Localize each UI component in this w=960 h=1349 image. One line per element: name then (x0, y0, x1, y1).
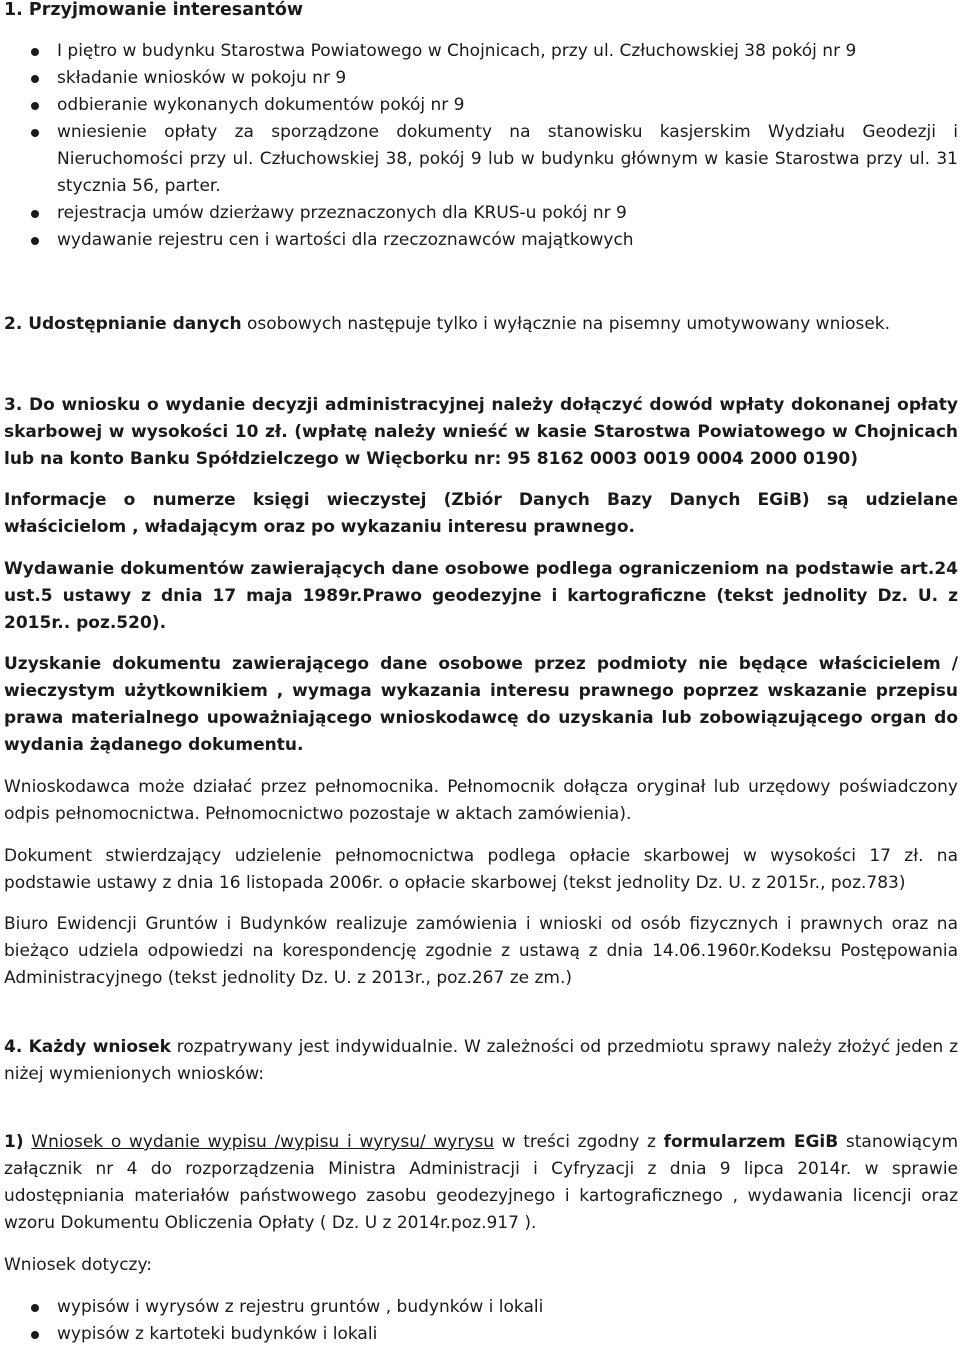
wydawanie-paragraph: Wydawanie dokumentów zawierających dane osobowe podlega ograniczeniom na podstawie art.24 ust.5 ustawy z dnia 17 maja 1989r.Prawo geodezyjne i kartograficzne (tekst jednolity Dz. U. z 2015r.. poz.520). (4, 559, 958, 633)
list-item: wydawanie rejestru cen i wartości dla rzeczoznawców majątkowych (0, 227, 958, 254)
info-paragraph: Informacje o numerze księgi wieczystej (Zbiór Danych Bazy Danych EGiB) są udzielane właścicielom , władającym oraz po wykazaniu interesu prawnego. (4, 490, 958, 537)
section-2-paragraph: 2. Udostępnianie danych osobowych następuje tylko i wyłącznie na pisemny umotywowany wniosek. (4, 314, 891, 334)
list-item: wniesienie opłaty za sporządzone dokumenty na stanowisku kasjerskim Wydziału Geodezji i Nieruchomości przy ul. Człuchowskiej 38, pokój 9 lub w budynku głównym w kasie Starostwa przy ul. 31 stycznia 56, parter. (0, 119, 958, 200)
section-3-paragraph: 3. Do wniosku o wydanie decyzji administracyjnej należy dołączyć dowód wpłaty dokonanej opłaty skarbowej w wysokości 10 zł. (wpłatę należy wnieść w kasie Starostwa Powiatowego w Chojnicach lub na konto Banku Spółdzielczego w Więcborku nr: 95 8162 0003 0019 0004 2000 0190) (4, 395, 958, 469)
list-item: I piętro w budynku Starostwa Powiatowego w Chojnicach, przy ul. Człuchowskiej 38 pokój nr 9 (0, 38, 958, 65)
wniosek-dotyczy-label: Wniosek dotyczy: (4, 1255, 153, 1275)
bullet-icon (31, 129, 39, 137)
list-item: odbieranie wykonanych dokumentów pokój nr 9 (0, 92, 958, 119)
list-item: rejestracja umów dzierżawy przeznaczonych dla KRUS-u pokój nr 9 (0, 200, 958, 227)
section-1-heading: 1. Przyjmowanie interesantów (4, 0, 304, 20)
list-item: wypisów z kartoteki budynków i lokali (0, 1321, 958, 1348)
biuro-paragraph: Biuro Ewidencji Gruntów i Budynków realizuje zamówienia i wnioski od osób fizycznych i prawnych oraz na bieżąco udziela odpowiedzi na korespondencję zgodnie z ustawą z dnia 14.06.1960r.Kodeksu Postępowania Administracyjnego (tekst jednolity Dz. U. z 2013r., poz.267 ze zm.) (4, 914, 958, 988)
wniosek-dotyczy-list (0, 1294, 958, 1348)
bullet-icon (31, 102, 39, 110)
wniosek-link[interactable]: Wniosek o wydanie wypisu /wypisu i wyrysu/ wyrysu (31, 1132, 495, 1152)
bullet-icon (31, 237, 39, 245)
bullet-icon (31, 1304, 39, 1312)
bullet-icon (31, 210, 39, 218)
section-4-paragraph: 4. Każdy wniosek rozpatrywany jest indywidualnie. W zależności od przedmiotu sprawy należy złożyć jeden z niżej wymienionych wniosków: (4, 1037, 958, 1084)
dokument-paragraph: Dokument stwierdzający udzielenie pełnomocnictwa podlega opłacie skarbowej w wysokości 17 zł. na podstawie ustawy z dnia 16 listopada 2006r. o opłacie skarbowej (tekst jednolity Dz. U. z 2015r., poz.783) (4, 846, 958, 893)
section-1-list (0, 38, 958, 254)
list-item: składanie wniosków w pokoju nr 9 (0, 65, 958, 92)
pelnomocnik-paragraph: Wnioskodawca może działać przez pełnomocnika. Pełnomocnik dołącza oryginał lub urzędowy poświadczony odpis pełnomocnictwa. Pełnomocnictwo pozostaje w aktach zamówienia). (4, 777, 958, 824)
bullet-icon (31, 75, 39, 83)
item-1-paragraph: 1) Wniosek o wydanie wypisu /wypisu i wyrysu/ wyrysu w treści zgodny z formularzem EGiB stanowiącym załącznik nr 4 do rozporządzenia Ministra Administracji i Cyfryzacji z dnia 9 lipca 2014r. w sprawie udostępniania materiałów państwowego zasobu geodezyjnego i kartograficznego , wydawania licencji oraz wzoru Dokumentu Obliczenia Opłaty ( Dz. U z 2014r.poz.917 ). (4, 1132, 959, 1233)
list-item: wypisów i wyrysów z rejestru gruntów , budynków i lokali (0, 1294, 958, 1321)
bullet-icon (31, 48, 39, 56)
bullet-icon (31, 1331, 39, 1339)
uzyskanie-paragraph: Uzyskanie dokumentu zawierającego dane osobowe przez podmioty nie będące właścicielem / wieczystym użytkownikiem , wymaga wykazania interesu prawnego poprzez wskazanie przepisu prawa materialnego upoważniającego wnioskodawcę do uzyskania lub zobowiązującego organ do wydania żądanego dokumentu. (4, 654, 958, 755)
